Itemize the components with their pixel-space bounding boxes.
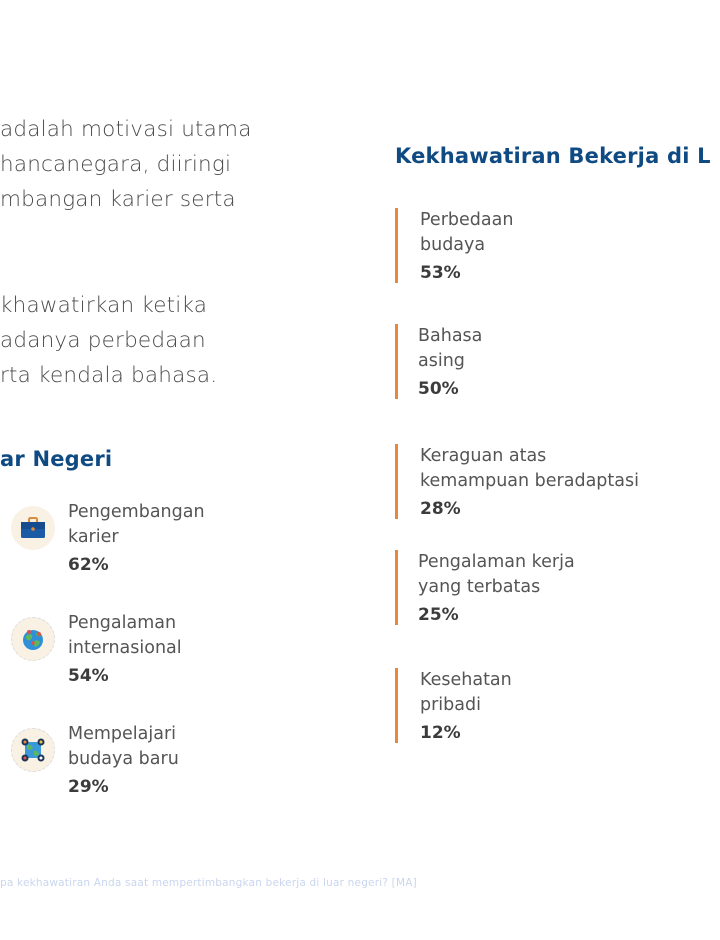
concern-item	[395, 444, 639, 519]
concern-percentage: 53%	[420, 263, 461, 283]
intro-line: rta kendala bahasa.	[0, 363, 218, 388]
intro-line: mbangan karier serta	[0, 187, 236, 212]
motivation-percentage: 54%	[68, 666, 109, 686]
concern-item	[395, 668, 512, 743]
motivations-title: ar Negeri	[0, 447, 113, 471]
motivation-label: Pengembangan	[68, 502, 205, 522]
motivation-label: internasional	[68, 638, 182, 658]
motivation-percentage: 29%	[68, 777, 109, 797]
concern-label: Pengalaman kerja	[418, 552, 575, 572]
intro-line: adalah motivasi utama	[0, 117, 252, 142]
motivation-item	[0, 722, 300, 812]
concern-label: pribadi	[420, 695, 481, 715]
concern-label: yang terbatas	[418, 577, 541, 597]
concern-label: Keraguan atas	[420, 446, 547, 466]
concern-percentage: 12%	[420, 723, 461, 743]
intro-line: adanya perbedaan	[0, 328, 206, 353]
concern-label: asing	[418, 351, 465, 371]
concern-item	[395, 208, 513, 283]
concern-percentage: 25%	[418, 605, 459, 625]
concern-percentage: 50%	[418, 379, 459, 399]
motivation-label: karier	[68, 527, 119, 547]
concern-label: kemampuan beradaptasi	[420, 471, 639, 491]
motivation-percentage: 62%	[68, 555, 109, 575]
concern-item	[395, 550, 575, 625]
motivation-label: budaya baru	[68, 749, 179, 769]
motivation-item	[0, 500, 300, 590]
concern-label: Perbedaan	[420, 210, 514, 230]
motivation-label: Mempelajari	[68, 724, 177, 744]
intro-paragraph-2	[0, 288, 217, 393]
concerns-title: Kekhawatiran Bekerja di L	[395, 144, 711, 168]
concern-label: Bahasa	[418, 326, 483, 346]
intro-paragraph-1	[0, 112, 252, 217]
motivation-label: Pengalaman	[68, 613, 177, 633]
intro-line: khawatirkan ketika	[0, 293, 208, 318]
concern-label: budaya	[420, 235, 486, 255]
briefcase-icon	[11, 506, 55, 550]
concern-item	[395, 324, 482, 399]
motivation-item	[0, 611, 300, 701]
concern-label: Kesehatan	[420, 670, 512, 690]
concern-percentage: 28%	[420, 499, 461, 519]
intro-line: hancanegara, diiringi	[0, 152, 232, 177]
footnote: pa kekhawatiran Anda saat mempertimbangkan bekerja di luar negeri? [MA]	[0, 877, 417, 889]
culture-map-icon	[11, 728, 55, 772]
globe-icon	[11, 617, 55, 661]
